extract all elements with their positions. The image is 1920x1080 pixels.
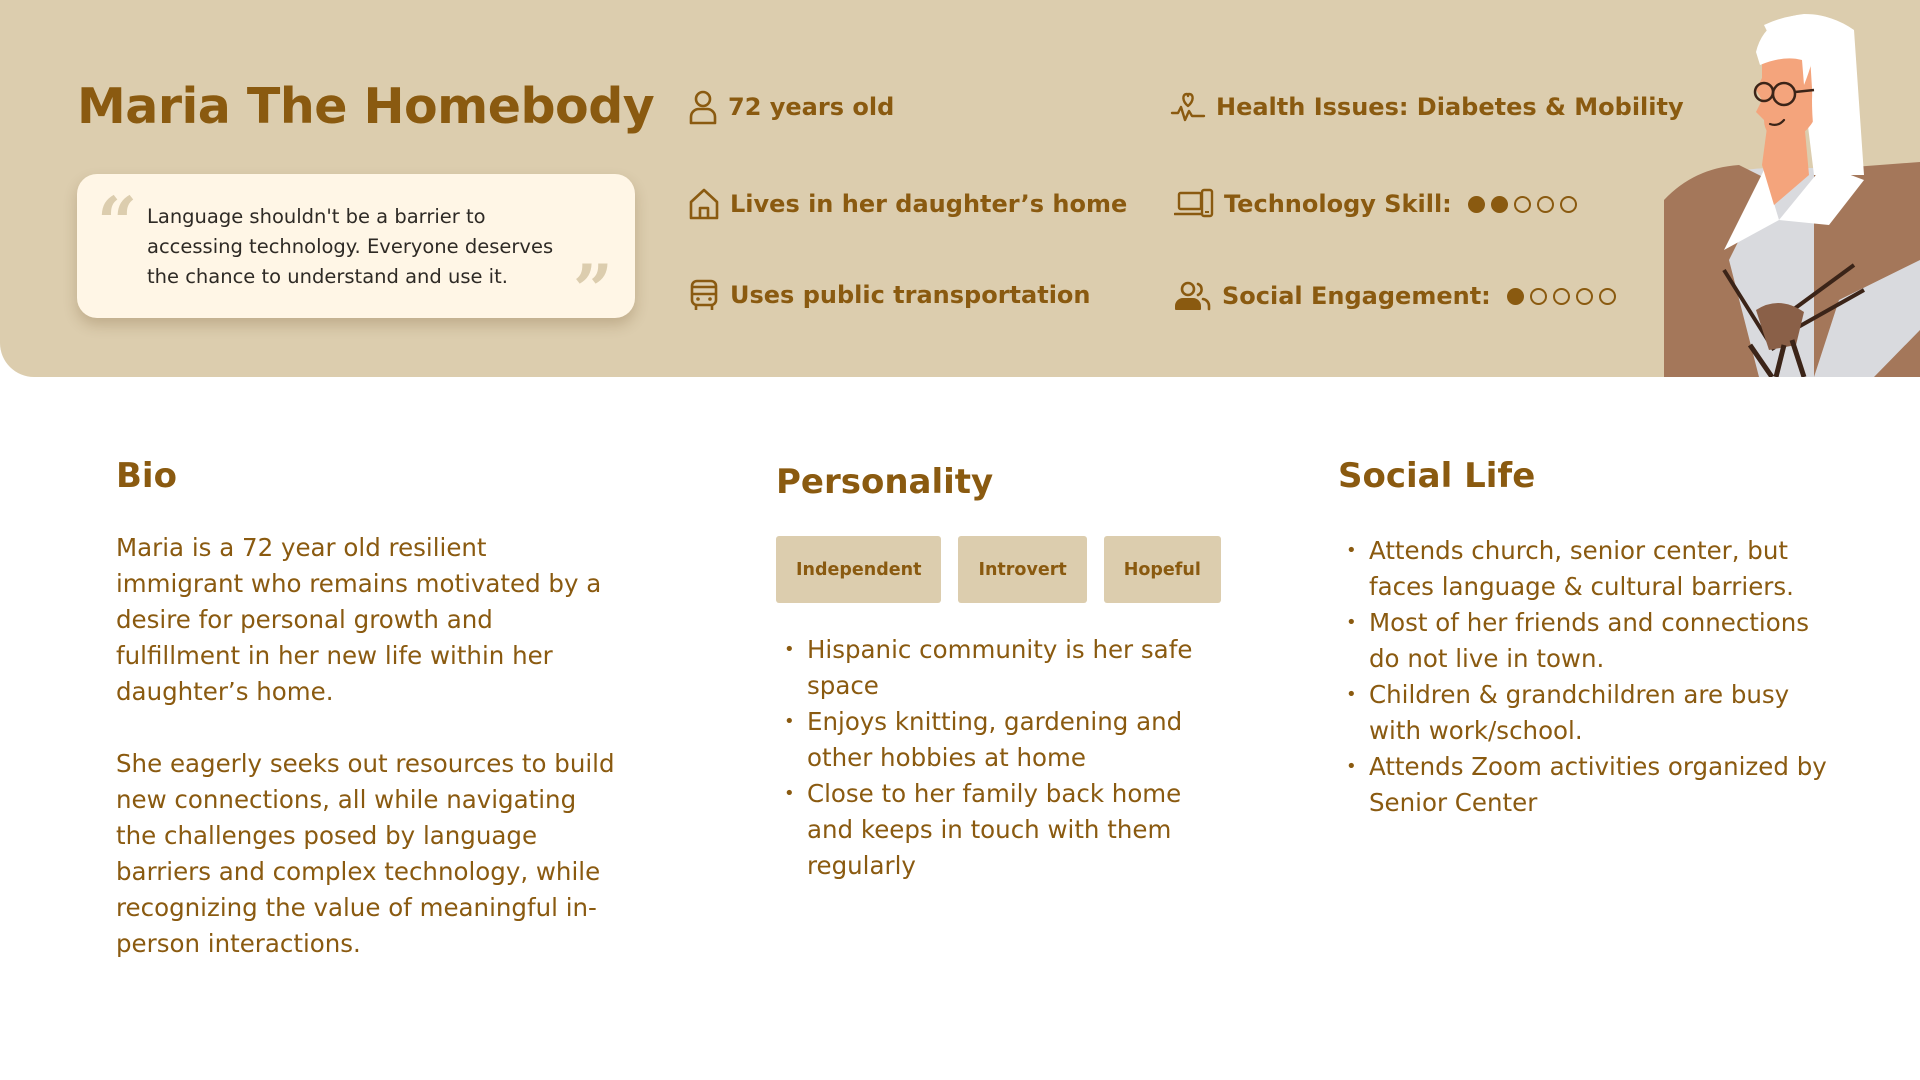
rating-dot-empty [1514,196,1531,213]
social-engagement-rating [1507,288,1616,305]
fact-age [688,89,894,125]
fact-technology-label: Technology Skill: [1224,190,1452,218]
fact-age-label: 72 years old [728,93,895,121]
bio-paragraph: She eagerly seeks out resources to build new connections, all while navigating the challenges posed by language barriers and complex technology, while recognizing the value of meaningful in-person interactions. [116,749,615,958]
tag-hopeful: Hopeful [1104,536,1221,603]
bio-paragraph: Maria is a 72 year old resilient immigrant who remains motivated by a desire for personal growth and fulfillment in her new life within her daughter’s home. [116,533,602,706]
fact-technology [1174,188,1577,220]
list-item: • Attends church, senior center, but faces language & cultural barriers. [1338,533,1838,605]
list-item: • Attends Zoom activities organized by Senior Center [1338,749,1838,821]
rating-dot-empty [1576,288,1593,305]
fact-transport [688,278,1091,312]
tag-introvert: Introvert [958,536,1086,603]
avatar-illustration [1664,0,1920,377]
personality-list [776,632,1196,884]
rating-dot-empty [1553,288,1570,305]
list-item: • Enjoys knitting, gardening and other hobbies at home [776,704,1196,776]
technology-skill-rating [1468,196,1577,213]
fact-health-label: Health Issues: Diabetes & Mobility [1216,93,1684,121]
list-item: • Children & grandchildren are busy with work/school. [1338,677,1838,749]
rating-dot-filled [1468,196,1485,213]
list-item: • Hispanic community is her safe space [776,632,1196,704]
bus-icon [688,278,720,312]
rating-dot-filled [1507,288,1524,305]
personality-tags [776,536,1221,603]
fact-residence [688,187,1127,221]
personality-heading: Personality [776,462,994,502]
fact-health [1170,89,1684,125]
social-life-list [1338,533,1838,821]
rating-dot-empty [1599,288,1616,305]
quote-card [77,174,635,332]
rating-dot-empty [1560,196,1577,213]
social-life-heading: Social Life [1338,456,1536,496]
list-item: • Most of her friends and connections do not live in town. [1338,605,1838,677]
fact-transport-label: Uses public transportation [730,281,1091,309]
persona-avatar [1664,0,1920,377]
persona-title: Maria The Homebody [77,78,655,135]
persona-header [0,0,1920,377]
bio-heading: Bio [116,456,177,496]
tag-independent: Independent [776,536,941,603]
fact-social [1174,281,1616,311]
open-quote-icon: “ [97,181,138,264]
quote-text: Language shouldn't be a barrier to accessing technology. Everyone deserves the chance to understand and use it. [147,205,554,288]
bio-text [116,530,616,998]
fact-residence-label: Lives in her daughter’s home [730,190,1128,218]
people-icon [1174,281,1212,311]
rating-dot-filled [1491,196,1508,213]
close-quote-icon: ” [572,249,613,332]
rating-dot-empty [1537,196,1554,213]
list-item: • Close to her family back home and keeps in touch with them regularly [776,776,1196,884]
home-icon [688,187,720,221]
fact-social-label: Social Engagement: [1222,282,1491,310]
devices-icon [1174,188,1214,220]
person-icon [688,89,718,125]
heart-pulse-icon [1170,89,1206,125]
rating-dot-empty [1530,288,1547,305]
